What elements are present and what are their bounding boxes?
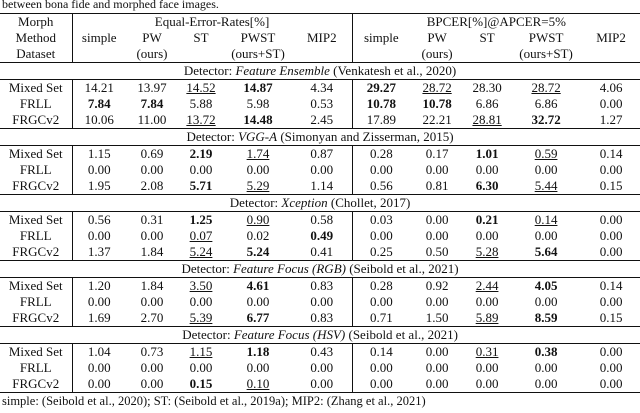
value-cell: 0.14 [352,344,410,361]
value-cell: 0.00 [599,96,623,111]
detector-title-row [0,129,640,146]
value-cell: 10.78 [366,96,396,111]
value-cell: 0.00 [140,162,164,177]
header-cell: ST [193,30,209,45]
value-cell: 5.24 [246,244,270,259]
value-cell: 0.00 [599,360,623,375]
value-cell: 0.00 [599,228,623,243]
dataset-label: Mixed Set [0,344,72,361]
value-cell: 0.00 [189,360,213,375]
table-row [0,146,640,163]
value-cell: 10.78 [422,96,452,111]
header-cell: Dataset [0,46,72,63]
value-cell: 0.00 [582,212,640,229]
value-cell: 0.00 [599,162,623,177]
value-cell: 28.72 [510,80,582,97]
value-cell: 0.14 [582,278,640,295]
detector-name: VGG-A [238,129,278,144]
value-cell: 0.14 [582,146,640,163]
value-cell: 28.81 [472,112,502,127]
header-bpcer: BPCER[%]@APCER=5% [426,14,566,29]
value-cell: 8.59 [534,310,558,325]
value-cell: 0.00 [534,162,558,177]
header-cell [292,46,352,63]
value-cell: 1.25 [178,212,224,229]
table-row [0,162,640,178]
value-cell: 2.44 [464,278,510,295]
value-cell: 0.00 [475,294,499,309]
value-cell: 1.14 [292,178,352,195]
header-cell: (ours) [421,46,453,61]
detector-name: Feature Focus (HSV) [233,327,346,342]
value-cell: 13.97 [126,80,178,97]
value-cell: 1.84 [126,278,178,295]
value-cell: 0.00 [246,360,270,375]
table-row [0,310,640,327]
value-cell: 0.00 [140,360,164,375]
value-cell: 5.39 [189,310,213,325]
value-cell: 0.00 [425,360,449,375]
value-cell: 0.25 [369,244,393,259]
detector-title-prefix: Detector: [182,327,234,342]
value-cell: 10.06 [84,112,114,127]
value-cell: 0.00 [140,376,164,391]
header-cell [582,46,640,63]
value-cell: 0.00 [410,344,464,361]
dataset-label: FRGCv2 [0,244,72,261]
value-cell: 0.00 [425,162,449,177]
value-cell: 0.00 [369,360,393,375]
value-cell: 1.74 [224,146,292,163]
value-cell: 0.00 [292,162,352,178]
value-cell: 0.69 [126,146,178,163]
value-cell: 2.45 [292,112,352,129]
value-cell: 5.98 [246,96,270,111]
value-cell: 14.52 [178,80,224,97]
header-cell: ST [479,30,495,45]
value-cell: 7.84 [87,96,111,111]
value-cell: 5.71 [189,178,213,193]
table-row [0,344,640,361]
table-row [0,212,640,229]
value-cell: 0.00 [140,228,164,243]
value-cell: 1.15 [178,344,224,361]
dataset-label: FRLL [0,162,72,178]
detector-name: Xception [281,195,328,210]
value-cell: 0.38 [510,344,582,361]
value-cell: 0.56 [369,178,393,193]
value-cell: 0.14 [510,212,582,229]
value-cell: 0.31 [126,212,178,229]
header-cell [464,46,510,63]
value-cell: 0.00 [246,294,270,309]
value-cell: 3.50 [178,278,224,295]
header-cell: PWST [528,30,564,45]
dataset-label: Mixed Set [0,146,72,163]
header-cell: simple [81,30,117,45]
detector-title-row [0,261,640,278]
dataset-label: FRLL [0,96,72,112]
detector-name: Feature Focus (RGB) [233,261,346,276]
value-cell: 0.00 [87,360,111,375]
value-cell: 0.53 [292,96,352,112]
value-cell: 0.71 [369,310,393,325]
value-cell: 0.00 [534,228,558,243]
header-eer: Equal-Error-Rates[%] [72,14,352,31]
results-table [0,13,640,393]
value-cell: 5.44 [534,178,558,193]
header-cell: PWST [240,30,276,45]
value-cell: 0.15 [599,178,623,193]
table-row [0,278,640,295]
value-cell: 0.49 [292,228,352,244]
header-morph: Morph [0,14,72,31]
dataset-label: FRGCv2 [0,112,72,129]
header-cell: MIP2 [292,30,352,46]
dataset-label: FRLL [0,360,72,376]
dataset-label: FRGCv2 [0,178,72,195]
detector-citation: (Chollet, 2017) [327,195,411,210]
value-cell: 14.21 [72,80,126,97]
value-cell: 1.84 [140,244,164,259]
value-cell: 14.87 [224,80,292,97]
value-cell: 6.30 [475,178,499,193]
value-cell: 2.19 [178,146,224,163]
detector-citation: (Simonyan and Zisserman, 2015) [277,129,454,144]
table-row [0,96,640,112]
header-cell: (ours) [136,46,168,61]
dataset-label: FRGCv2 [0,310,72,327]
caption-fragment: between bona fide and morphed face images. [2,0,219,11]
value-cell: 0.00 [369,162,393,177]
value-cell: 2.08 [140,178,164,193]
detector-title [0,195,640,212]
detector-title [0,327,640,344]
value-cell: 0.00 [87,162,111,177]
value-cell: 0.31 [464,344,510,361]
value-cell: 0.00 [534,376,558,391]
table-row [0,112,640,129]
value-cell: 1.15 [72,146,126,163]
value-cell: 0.00 [475,162,499,177]
table-row [0,80,640,97]
header-cell [72,46,126,63]
header-cell: simple [363,30,399,45]
value-cell: 4.61 [224,278,292,295]
value-cell: 0.03 [352,212,410,229]
value-cell: 0.92 [410,278,464,295]
value-cell: 28.72 [410,80,464,97]
value-cell: 0.21 [464,212,510,229]
value-cell: 29.27 [352,80,410,97]
value-cell: 6.86 [475,96,499,111]
table-row [0,228,640,244]
value-cell: 7.84 [140,96,164,111]
header-cell [178,46,224,63]
value-cell: 0.00 [599,376,623,391]
value-cell: 5.29 [246,178,270,193]
value-cell: 2.70 [140,310,164,325]
detector-citation: (Seibold et al., 2021) [345,327,458,342]
value-cell: 28.30 [464,80,510,97]
header-cell: MIP2 [596,30,626,45]
header-row-1 [0,14,640,31]
value-cell: 0.00 [292,376,352,393]
dataset-label: FRLL [0,294,72,310]
value-cell: 1.04 [72,344,126,361]
value-cell: 0.00 [534,360,558,375]
header-cell: PW [427,30,447,45]
dataset-label: FRLL [0,228,72,244]
value-cell: 0.00 [475,228,499,243]
detector-name: Feature Ensemble [235,63,330,78]
table-row [0,294,640,310]
detector-title-row [0,63,640,80]
value-cell: 0.02 [246,228,270,243]
value-cell: 0.90 [224,212,292,229]
header-row-3 [0,46,640,63]
header-row-2 [0,30,640,46]
value-cell: 0.56 [72,212,126,229]
value-cell: 0.58 [292,212,352,229]
value-cell: 0.00 [87,294,111,309]
header-cell: (ours+ST) [231,46,285,61]
value-cell: 1.01 [464,146,510,163]
header-cell: Method [0,30,72,46]
value-cell: 0.00 [475,360,499,375]
value-cell: 1.20 [72,278,126,295]
value-cell: 14.48 [243,112,273,127]
value-cell: 4.05 [510,278,582,295]
value-cell: 0.00 [189,294,213,309]
detector-title-prefix: Detector: [186,129,239,144]
header-cell: (ours+ST) [519,46,573,61]
dataset-label: Mixed Set [0,80,72,97]
value-cell: 0.43 [292,344,352,361]
value-cell: 0.07 [189,228,213,243]
dataset-label: Mixed Set [0,278,72,295]
value-cell: 0.83 [292,278,352,295]
detector-title [0,129,640,146]
header-cell: PW [142,30,162,45]
value-cell: 0.00 [599,244,623,259]
detector-title-row [0,195,640,212]
value-cell: 5.24 [189,244,213,259]
value-cell: 0.00 [534,294,558,309]
header-cell [352,46,410,63]
value-cell: 0.00 [87,228,111,243]
footnote: simple: (Seibold et al., 2020); ST: (Seibold et al., 2019a); MIP2: (Zhang et al., 2021) [2,394,426,408]
value-cell: 0.81 [425,178,449,193]
value-cell: 0.00 [369,294,393,309]
value-cell: 0.00 [292,360,352,376]
value-cell: 0.10 [246,376,270,391]
value-cell: 6.86 [534,96,558,111]
value-cell: 0.00 [369,376,393,391]
value-cell: 5.64 [534,244,558,259]
value-cell: 0.83 [292,310,352,327]
value-cell: 0.28 [352,278,410,295]
value-cell: 0.00 [599,294,623,309]
value-cell: 0.15 [189,376,213,391]
detector-title-prefix: Detector: [181,261,234,276]
value-cell: 5.28 [475,244,499,259]
value-cell: 1.27 [599,112,623,127]
value-cell: 0.00 [475,376,499,391]
value-cell: 0.87 [292,146,352,163]
value-cell: 4.06 [582,80,640,97]
dataset-label: FRGCv2 [0,376,72,393]
detector-title-row [0,327,640,344]
value-cell: 13.72 [186,112,216,127]
table-row [0,376,640,393]
value-cell: 0.00 [582,344,640,361]
detector-citation: (Venkatesh et al., 2020) [329,63,457,78]
value-cell: 11.00 [137,112,167,127]
table-row [0,360,640,376]
value-cell: 1.50 [425,310,449,325]
value-cell: 0.00 [87,376,111,391]
value-cell: 0.00 [140,294,164,309]
value-cell: 0.00 [292,294,352,310]
value-cell: 0.17 [410,146,464,163]
value-cell: 1.18 [224,344,292,361]
value-cell: 0.00 [425,376,449,391]
value-cell: 4.34 [292,80,352,97]
value-cell: 0.00 [369,228,393,243]
value-cell: 0.41 [292,244,352,261]
value-cell: 1.95 [87,178,111,193]
dataset-label: Mixed Set [0,212,72,229]
value-cell: 0.00 [425,294,449,309]
value-cell: 22.21 [422,112,452,127]
value-cell: 1.37 [87,244,111,259]
detector-title [0,261,640,278]
value-cell: 0.00 [246,162,270,177]
value-cell: 0.00 [189,162,213,177]
value-cell: 0.59 [510,146,582,163]
value-cell: 0.00 [425,228,449,243]
detector-citation: (Seibold et al., 2021) [345,261,459,276]
value-cell: 32.72 [531,112,561,127]
detector-title [0,63,640,80]
value-cell: 0.73 [126,344,178,361]
value-cell: 0.15 [599,310,623,325]
value-cell: 6.77 [246,310,270,325]
table-row [0,244,640,261]
detector-title-prefix: Detector: [229,195,282,210]
value-cell: 0.00 [410,212,464,229]
value-cell: 0.50 [425,244,449,259]
value-cell: 0.28 [352,146,410,163]
value-cell: 5.88 [189,96,213,111]
table-row [0,178,640,195]
value-cell: 17.89 [366,112,396,127]
value-cell: 5.89 [475,310,499,325]
value-cell: 1.69 [87,310,111,325]
detector-title-prefix: Detector: [183,63,236,78]
